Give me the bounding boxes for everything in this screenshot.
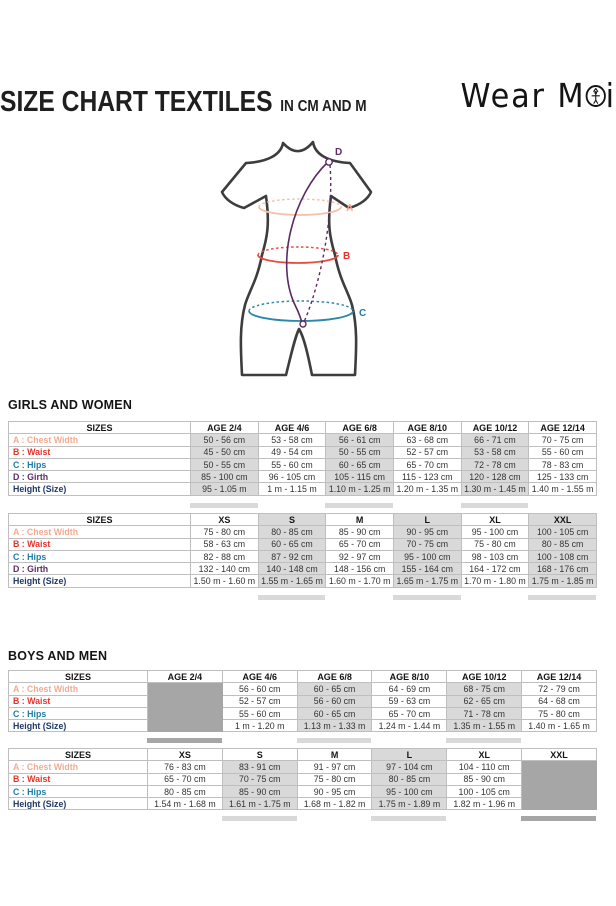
size-cell: 55 - 60 cm [222,707,297,719]
col-header: XS [191,514,259,526]
size-cell: 95 - 100 cm [461,526,529,538]
row-label: Height (Size) [9,483,191,495]
size-cell: 1.24 m - 1.44 m [372,720,447,732]
row-label: Height (Size) [9,798,148,810]
size-cell: 100 - 105 cm [447,785,522,797]
row-label: C : Hips [9,707,148,719]
size-cell: 1.65 m - 1.75 m [393,575,461,587]
size-cell: 96 - 105 cm [258,471,326,483]
size-cell: 60 - 65 cm [297,707,372,719]
size-cell: 120 - 128 cm [461,471,529,483]
size-cell: 70 - 75 cm [393,538,461,550]
size-cell: 95 - 100 cm [372,785,447,797]
size-cell: 132 - 140 cm [191,563,259,575]
size-cell: 1.50 m - 1.60 m [191,575,259,587]
col-header: M [326,514,394,526]
page-title-sub: IN CM AND M [280,98,367,115]
row-label: A : Chest Width [9,761,148,773]
section-heading-boys-and-men: BOYS AND MEN [8,649,108,663]
row-label: A : Chest Width [9,434,191,446]
size-cell [522,761,597,773]
size-cell: 60 - 65 cm [258,538,326,550]
size-cell: 85 - 90 cm [222,785,297,797]
size-cell: 56 - 61 cm [326,434,394,446]
col-header: AGE 10/12 [447,671,522,683]
row-label: D : Girth [9,563,191,575]
shading-strip-cell [393,595,461,600]
size-cell: 1.60 m - 1.70 m [326,575,394,587]
size-cell: 1.75 m - 1.89 m [372,798,447,810]
col-header: L [393,514,461,526]
size-cell: 75 - 80 cm [522,707,597,719]
size-cell: 168 - 176 cm [529,563,597,575]
size-cell: 63 - 68 cm [393,434,461,446]
size-cell: 65 - 70 cm [393,458,461,470]
size-cell: 85 - 100 cm [191,471,259,483]
shading-strip-cell [190,503,258,508]
row-label: A : Chest Width [9,526,191,538]
row-label: D : Girth [9,471,191,483]
shading-strip-cell [446,738,521,743]
col-header: AGE 12/14 [529,422,597,434]
size-cell: 87 - 92 cm [258,550,326,562]
size-cell: 95 - 1.05 m [191,483,259,495]
row-label: Height (Size) [9,575,191,587]
col-header: XXL [529,514,597,526]
label-chest: A [346,203,354,214]
brand-logo-text-prefix: Wear M [460,76,586,115]
size-cell: 1.30 m - 1.45 m [461,483,529,495]
row-label: A : Chest Width [9,683,148,695]
dancer-in-o-icon [585,85,605,107]
col-header: XL [461,514,529,526]
size-cell: 56 - 60 cm [222,683,297,695]
col-header: S [222,749,297,761]
size-cell: 64 - 68 cm [522,695,597,707]
size-cell: 1.61 m - 1.75 m [222,798,297,810]
col-header: S [258,514,326,526]
size-cell [522,773,597,785]
row-label: C : Hips [9,550,191,562]
size-cell: 1.13 m - 1.33 m [297,720,372,732]
size-cell: 95 - 100 cm [393,550,461,562]
shading-strip-cell [222,816,297,821]
size-cell [148,720,223,732]
size-cell: 164 - 172 cm [461,563,529,575]
size-cell: 58 - 63 cm [191,538,259,550]
size-cell: 60 - 65 cm [326,458,394,470]
size-cell: 55 - 60 cm [529,446,597,458]
size-cell: 68 - 75 cm [447,683,522,695]
size-cell: 65 - 70 cm [372,707,447,719]
size-cell: 80 - 85 cm [148,785,223,797]
col-header: AGE 12/14 [522,671,597,683]
size-cell: 1.10 m - 1.25 m [326,483,394,495]
size-cell: 115 - 123 cm [393,471,461,483]
size-cell: 91 - 97 cm [297,761,372,773]
size-cell: 75 - 80 cm [297,773,372,785]
shading-strip-cell [521,816,596,821]
size-cell: 1.55 m - 1.65 m [258,575,326,587]
size-cell [522,798,597,810]
col-header: AGE 10/12 [461,422,529,434]
section-heading-girls-and-women: GIRLS AND WOMEN [8,398,133,412]
row-label: B : Waist [9,773,148,785]
shading-strip-cell [258,595,326,600]
size-cell: 1 m - 1.15 m [258,483,326,495]
size-cell: 80 - 85 cm [529,538,597,550]
size-cell: 65 - 70 cm [326,538,394,550]
size-cell: 53 - 58 cm [258,434,326,446]
size-cell: 85 - 90 cm [447,773,522,785]
size-cell: 1.54 m - 1.68 m [148,798,223,810]
size-cell [148,683,223,695]
size-cell: 55 - 60 cm [258,458,326,470]
size-cell: 75 - 80 cm [461,538,529,550]
size-cell: 100 - 108 cm [529,550,597,562]
men-letter-size-table [8,748,596,810]
size-cell: 98 - 103 cm [461,550,529,562]
col-header: M [297,749,372,761]
size-cell: 52 - 57 cm [393,446,461,458]
size-cell: 56 - 60 cm [297,695,372,707]
size-cell: 82 - 88 cm [191,550,259,562]
size-cell: 104 - 110 cm [447,761,522,773]
size-cell: 50 - 56 cm [191,434,259,446]
size-cell: 90 - 95 cm [297,785,372,797]
size-cell: 92 - 97 cm [326,550,394,562]
women-letter-size-table [8,513,596,588]
size-cell: 70 - 75 cm [529,434,597,446]
size-cell: 72 - 79 cm [522,683,597,695]
size-cell: 78 - 83 cm [529,458,597,470]
page-title [0,86,367,119]
size-cell: 52 - 57 cm [222,695,297,707]
col-header: AGE 8/10 [393,422,461,434]
size-cell: 155 - 164 cm [393,563,461,575]
row-label: Height (Size) [9,720,148,732]
measurement-mannequin-figure [183,133,417,383]
size-cell: 80 - 85 cm [372,773,447,785]
size-cell: 50 - 55 cm [191,458,259,470]
col-header: XS [148,749,223,761]
girth-shoulder-point [326,159,332,165]
boys-age-table-shading-strip [8,738,596,743]
brand-logo [461,76,616,115]
label-hips: C [359,308,367,319]
size-cell: 1.40 m - 1.65 m [522,720,597,732]
size-cell: 70 - 75 cm [222,773,297,785]
size-cell: 1.40 m - 1.55 m [529,483,597,495]
size-cell: 1.75 m - 1.85 m [529,575,597,587]
size-cell: 80 - 85 cm [258,526,326,538]
size-cell: 75 - 80 cm [191,526,259,538]
shading-strip-cell [325,503,393,508]
shading-strip-cell [528,595,596,600]
size-cell: 76 - 83 cm [148,761,223,773]
boys-age-size-table [8,670,596,732]
girls-age-size-table [8,421,596,496]
col-header: AGE 8/10 [372,671,447,683]
size-cell: 71 - 78 cm [447,707,522,719]
col-header: L [372,749,447,761]
size-cell: 148 - 156 cm [326,563,394,575]
size-cell: 53 - 58 cm [461,446,529,458]
girls-age-table-shading-strip [8,503,596,508]
size-cell: 85 - 90 cm [326,526,394,538]
size-cell: 60 - 65 cm [297,683,372,695]
col-header: AGE 2/4 [191,422,259,434]
size-cell: 1.35 m - 1.55 m [447,720,522,732]
col-header: AGE 6/8 [297,671,372,683]
col-header: AGE 4/6 [258,422,326,434]
size-cell: 1.82 m - 1.96 m [447,798,522,810]
size-cell: 125 - 133 cm [529,471,597,483]
size-cell: 50 - 55 cm [326,446,394,458]
size-cell: 49 - 54 cm [258,446,326,458]
size-cell: 1.68 m - 1.82 m [297,798,372,810]
row-label: C : Hips [9,458,191,470]
shading-strip-cell [371,816,446,821]
size-cell: 66 - 71 cm [461,434,529,446]
size-cell: 72 - 78 cm [461,458,529,470]
size-cell [148,707,223,719]
row-label: C : Hips [9,785,148,797]
size-cell: 97 - 104 cm [372,761,447,773]
size-cell: 90 - 95 cm [393,526,461,538]
size-cell: 1 m - 1.20 m [222,720,297,732]
size-cell: 83 - 91 cm [222,761,297,773]
men-letter-table-shading-strip [8,816,596,821]
row-label: B : Waist [9,446,191,458]
size-cell: 62 - 65 cm [447,695,522,707]
size-cell: 140 - 148 cm [258,563,326,575]
size-cell: 1.20 m - 1.35 m [393,483,461,495]
size-cell [148,695,223,707]
brand-logo-text-suffix: i [605,76,616,115]
shading-strip-cell [461,503,529,508]
row-label: B : Waist [9,695,148,707]
col-header: SIZES [9,422,191,434]
size-cell: 1.70 m - 1.80 m [461,575,529,587]
col-header: XXL [522,749,597,761]
col-header: SIZES [9,671,148,683]
shading-strip-cell [147,738,222,743]
col-header: AGE 6/8 [326,422,394,434]
label-girth: D [335,147,343,158]
col-header: SIZES [9,514,191,526]
size-cell: 65 - 70 cm [148,773,223,785]
girth-crotch-point [300,321,306,327]
size-cell: 59 - 63 cm [372,695,447,707]
size-cell: 100 - 105 cm [529,526,597,538]
col-header: AGE 2/4 [148,671,223,683]
women-letter-table-shading-strip [8,595,596,600]
col-header: XL [447,749,522,761]
size-cell [522,785,597,797]
col-header: SIZES [9,749,148,761]
size-cell: 105 - 115 cm [326,471,394,483]
label-waist: B [343,251,351,262]
col-header: AGE 4/6 [222,671,297,683]
size-cell: 64 - 69 cm [372,683,447,695]
row-label: B : Waist [9,538,191,550]
page-title-main: SIZE CHART TEXTILES [0,86,273,118]
shading-strip-cell [297,738,372,743]
size-cell: 45 - 50 cm [191,446,259,458]
